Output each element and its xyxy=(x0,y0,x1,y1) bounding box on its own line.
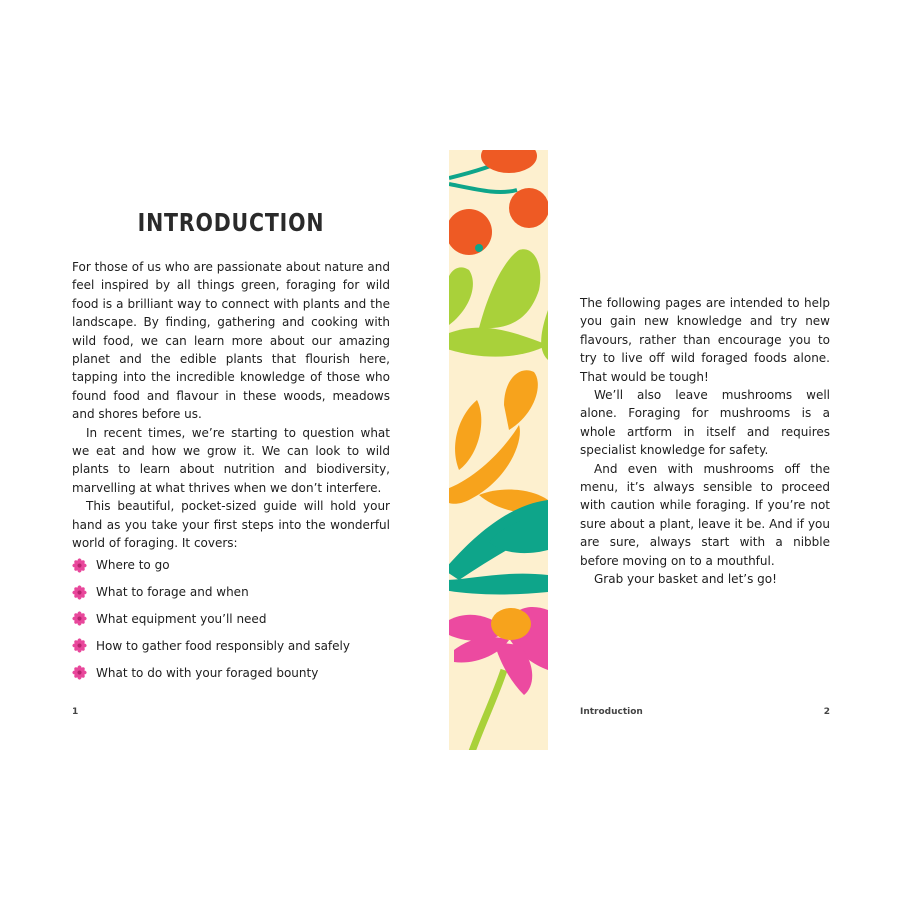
right-page xyxy=(580,150,830,750)
page-title: INTRODUCTION xyxy=(137,208,325,237)
botanical-illustration-strip xyxy=(449,150,548,750)
list-item-label: How to gather food responsibly and safely xyxy=(96,638,350,653)
botanical-illustration xyxy=(449,150,548,750)
bullet-list xyxy=(72,552,390,686)
list-item-label: Where to go xyxy=(96,558,170,573)
paragraph: In recent times, we’re starting to question what we eat and how we grow it. We can look to wild plants to learn about nutrition and biodiversity, marvelling at what thrives when we don’t interfere. xyxy=(72,425,390,495)
flower-center-icon xyxy=(491,608,531,640)
pink-flower-icon xyxy=(72,558,87,573)
running-head: Introduction xyxy=(580,707,643,717)
left-page xyxy=(72,150,390,750)
orange-berry-icon xyxy=(481,150,537,173)
list-item xyxy=(72,606,390,633)
list-item-label: What to forage and when xyxy=(96,585,249,600)
paragraph: For those of us who are passionate about nature and feel inspired by all things green, foraging for wild food is a brilliant way to connect with plants and the landscape. By finding, gathering and cooking with wild food, we can learn more about our amazing planet and the edible plants that flourish here, tapping into the incredible knowledge of those who found food and flavour in these woods, meadows and shores before us. xyxy=(72,260,390,422)
list-item xyxy=(72,552,390,579)
paragraph: And even with mushrooms off the menu, it’s always sensible to proceed with caution while foraging. If you’re not sure about a plant, leave it be. And if you are sure, always start with a nibble before moving on to a mouthful. xyxy=(580,461,830,568)
right-body-text xyxy=(580,294,830,589)
list-item-label: What equipment you’ll need xyxy=(96,611,267,626)
pink-flower-icon xyxy=(72,638,87,653)
pink-flower-icon xyxy=(72,665,87,680)
page-number: 1 xyxy=(72,707,79,717)
orange-berry-icon xyxy=(449,209,492,255)
pink-flower-icon xyxy=(72,585,87,600)
paragraph: This beautiful, pocket-sized guide will hold your hand as you take your first steps into the wonderful world of foraging. It covers: xyxy=(72,499,390,551)
list-item xyxy=(72,579,390,606)
list-item xyxy=(72,659,390,686)
paragraph: The following pages are intended to help you gain new knowledge and try new flavours, rather than encourage you to try to live off wild foraged foods alone. That would be tough! xyxy=(580,296,830,384)
orange-berry-icon xyxy=(509,188,548,228)
list-item-label: What to do with your foraged bounty xyxy=(96,665,319,680)
paragraph: We’ll also leave mushrooms well alone. Foraging for mushrooms is a whole artform in itself and requires specialist knowledge for safety. xyxy=(580,388,830,458)
list-item xyxy=(72,632,390,659)
page-number: 2 xyxy=(823,707,830,717)
pink-flower-icon xyxy=(72,611,87,626)
paragraph: Grab your basket and let’s go! xyxy=(594,572,777,587)
left-body-text xyxy=(72,258,390,553)
